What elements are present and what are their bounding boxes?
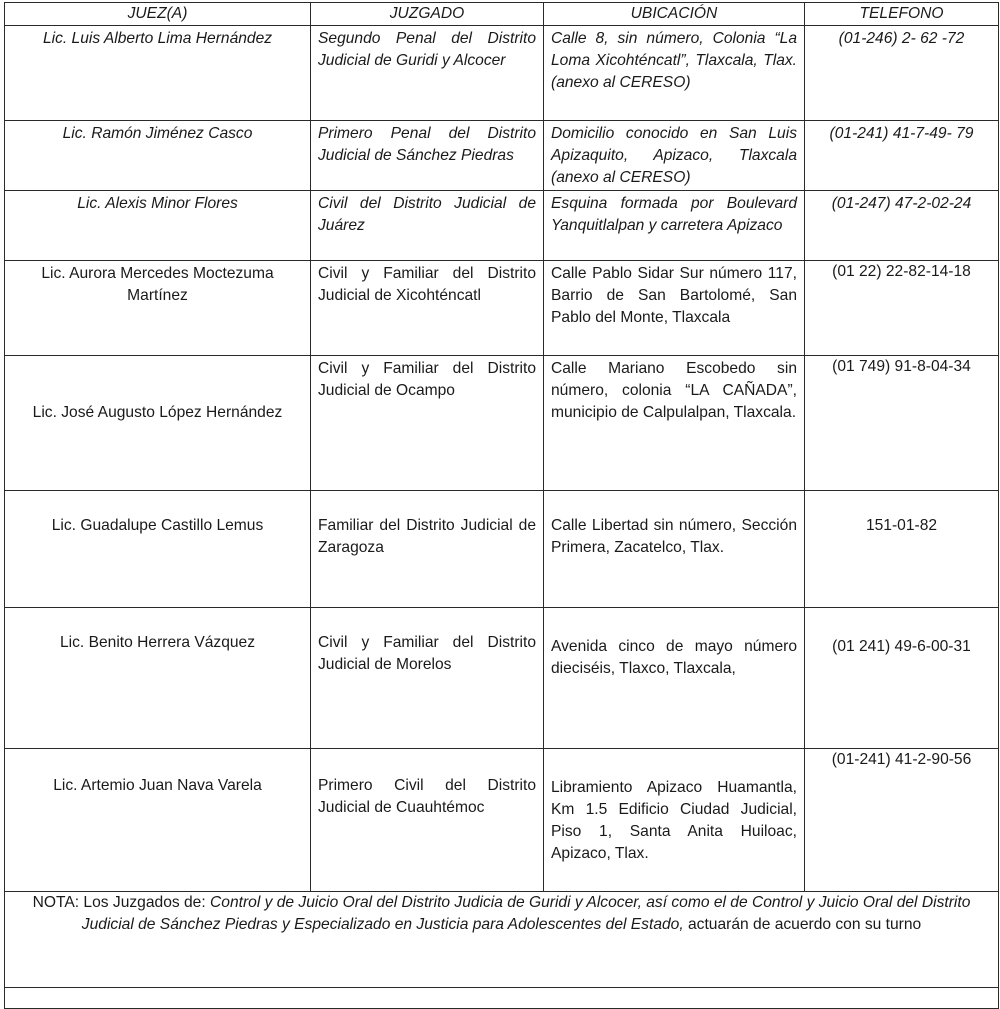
judges-table <box>4 2 999 1009</box>
court-name: Civil y Familiar del Distrito Judicial de Morelos <box>311 608 544 749</box>
court-address: Avenida cinco de mayo número dieciséis, Tlaxco, Tlaxcala, <box>544 608 805 749</box>
court-name: Primero Civil del Distrito Judicial de Cuauhtémoc <box>311 749 544 892</box>
header-row <box>5 3 999 26</box>
judge-name: Lic. Alexis Minor Flores <box>5 191 311 261</box>
note-suffix: actuarán de acuerdo con su turno <box>683 916 922 933</box>
court-name: Civil del Distrito Judicial de Juárez <box>311 191 544 261</box>
court-phone: (01-241) 41-2-90-56 <box>805 749 999 892</box>
court-address: Libramiento Apizaco Huamantla, Km 1.5 Edificio Ciudad Judicial, Piso 1, Santa Anita Huiloac, Apizaco, Tlax. <box>544 749 805 892</box>
court-name: Familiar del Distrito Judicial de Zaragoza <box>311 491 544 608</box>
table-row <box>5 191 999 261</box>
table-row <box>5 356 999 491</box>
judge-name: Lic. Guadalupe Castillo Lemus <box>5 491 311 608</box>
header-ubicacion: UBICACIÓN <box>544 3 805 26</box>
judge-name: Lic. Benito Herrera Vázquez <box>5 608 311 749</box>
court-address: Calle 8, sin número, Colonia “La Loma Xicohténcatl”, Tlaxcala, Tlax. (anexo al CERESO) <box>544 26 805 121</box>
court-name: Civil y Familiar del Distrito Judicial de Ocampo <box>311 356 544 491</box>
note-cell <box>5 892 999 988</box>
note-row <box>5 892 999 988</box>
judge-name: Lic. José Augusto López Hernández <box>5 356 311 491</box>
court-address: Calle Pablo Sidar Sur número 117, Barrio de San Bartolomé, San Pablo del Monte, Tlaxcala <box>544 261 805 356</box>
table-row <box>5 491 999 608</box>
court-address: Calle Mariano Escobedo sin número, colonia “LA CAÑADA”, municipio de Calpulalpan, Tlaxcala. <box>544 356 805 491</box>
court-name: Primero Penal del Distrito Judicial de Sánchez Piedras <box>311 121 544 191</box>
court-phone: 151-01-82 <box>805 491 999 608</box>
court-address: Esquina formada por Boulevard Yanquitlalpan y carretera Apizaco <box>544 191 805 261</box>
court-phone: (01-247) 47-2-02-24 <box>805 191 999 261</box>
court-phone: (01 22) 22-82-14-18 <box>805 261 999 356</box>
judge-name: Lic. Luis Alberto Lima Hernández <box>5 26 311 121</box>
court-address: Calle Libertad sin número, Sección Primera, Zacatelco, Tlax. <box>544 491 805 608</box>
blank-cell <box>5 988 999 1009</box>
court-name: Segundo Penal del Distrito Judicial de Guridi y Alcocer <box>311 26 544 121</box>
court-phone: (01-246) 2- 62 -72 <box>805 26 999 121</box>
court-phone: (01-241) 41-7-49- 79 <box>805 121 999 191</box>
blank-row <box>5 988 999 1009</box>
court-name: Civil y Familiar del Distrito Judicial de Xicohténcatl <box>311 261 544 356</box>
judge-name: Lic. Ramón Jiménez Casco <box>5 121 311 191</box>
header-juzgado: JUZGADO <box>311 3 544 26</box>
note-italic: Control y de Juicio Oral del Distrito Judicia de Guridi y Alcocer, así como el de Control y Juicio Oral del Distrito Judicial de Sánchez Piedras y Especializado en Justicia para Adolescentes del Estado, <box>81 894 971 933</box>
judge-name: Lic. Aurora Mercedes Moctezuma Martínez <box>5 261 311 356</box>
table-row <box>5 121 999 191</box>
header-telefono: TELEFONO <box>805 3 999 26</box>
court-phone: (01 749) 91-8-04-34 <box>805 356 999 491</box>
header-juez: JUEZ(A) <box>5 3 311 26</box>
court-address: Domicilio conocido en San Luis Apizaquito, Apizaco, Tlaxcala (anexo al CERESO) <box>544 121 805 191</box>
table-row <box>5 749 999 892</box>
table-row <box>5 608 999 749</box>
table-row <box>5 261 999 356</box>
court-phone: (01 241) 49-6-00-31 <box>805 608 999 749</box>
note-prefix: NOTA: Los Juzgados de: <box>32 894 211 911</box>
judge-name: Lic. Artemio Juan Nava Varela <box>5 749 311 892</box>
table-row <box>5 26 999 121</box>
